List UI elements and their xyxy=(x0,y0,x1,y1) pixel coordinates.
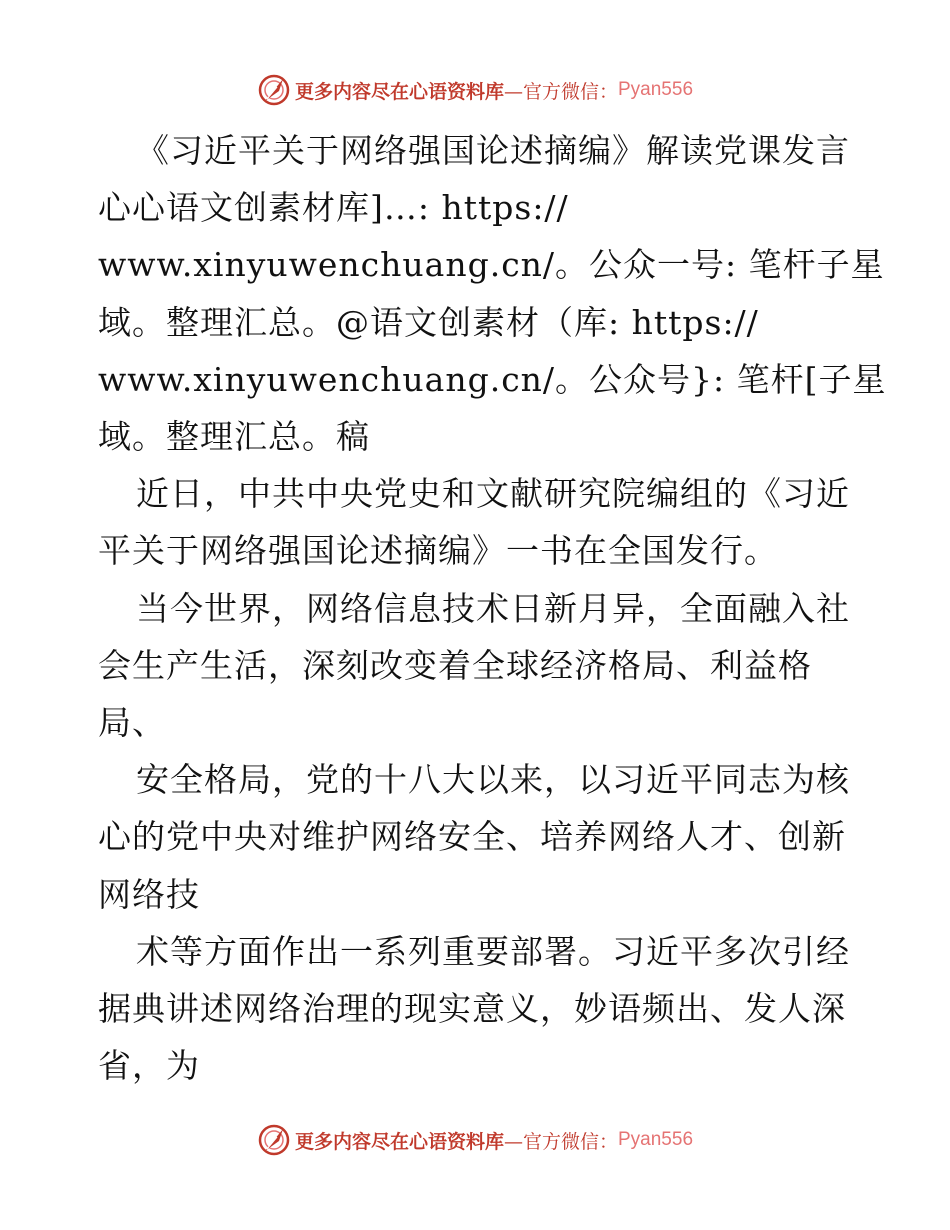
text-line: 安全格局，党的十八大以来，以习近平同志为核 xyxy=(136,760,850,800)
paragraph xyxy=(98,465,854,579)
text-line: 心的党中央对维护网络安全、培养网络人才、创新 xyxy=(98,817,846,857)
quill-pen-logo-icon xyxy=(257,73,291,107)
text-line: 局、 xyxy=(98,703,166,743)
text-line: 域。整理汇总。@语文创素材（库: https:// xyxy=(98,302,759,342)
text-line: 当今世界，网络信息技术日新月异，全面融入社 xyxy=(136,588,850,628)
text-line: 平关于网络强国论述摘编》一书在全国发行。 xyxy=(98,531,778,571)
wechat-label: —官方微信： xyxy=(503,80,618,103)
text-line: 心心语文创素材库]…: https:// xyxy=(98,188,569,228)
text-line: 术等方面作出一系列重要部署。习近平多次引经 xyxy=(136,931,850,971)
text-line: 省，为 xyxy=(98,1046,200,1086)
paragraph xyxy=(98,751,854,923)
wechat-label: —官方微信： xyxy=(503,1130,618,1153)
header-banner xyxy=(0,70,950,110)
quill-pen-logo-icon xyxy=(257,1123,291,1157)
promo-text: 更多内容尽在心语资料库 xyxy=(294,1130,504,1153)
paragraph xyxy=(98,923,854,1095)
promo-text: 更多内容尽在心语资料库 xyxy=(294,80,504,103)
text-line: 域。整理汇总。稿 xyxy=(98,417,370,457)
text-line: 会生产生活，深刻改变着全球经济格局、利益格 xyxy=(98,645,812,685)
paragraph xyxy=(98,580,854,752)
text-line: www.xinyuwenchuang.cn/。公众一号: 笔杆子星 xyxy=(98,245,885,285)
text-line: 据典讲述网络治理的现实意义，妙语频出、发人深 xyxy=(98,989,846,1029)
text-line: 近日，中共中央党史和文献研究院编组的《习近 xyxy=(136,474,850,514)
text-line: www.xinyuwenchuang.cn/。公众号}: 笔杆[子星 xyxy=(98,359,887,399)
text-line: 《习近平关于网络强国论述摘编》解读党课发言 xyxy=(136,131,850,170)
document-body xyxy=(98,122,887,1094)
wechat-id: Pyan556 xyxy=(618,79,694,100)
footer-banner xyxy=(0,1120,950,1160)
paragraph xyxy=(98,122,887,465)
text-line: 网络技 xyxy=(98,874,200,914)
wechat-id: Pyan556 xyxy=(618,1129,694,1150)
